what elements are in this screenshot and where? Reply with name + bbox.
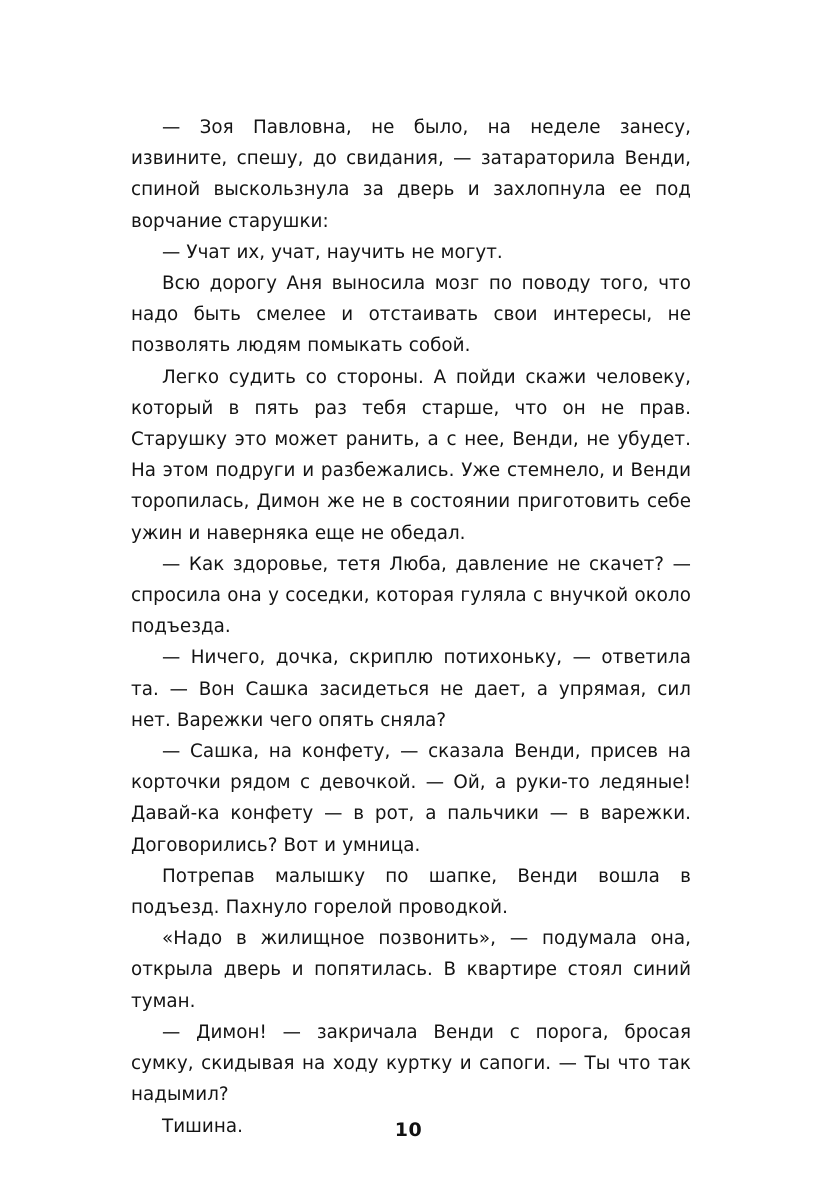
paragraph: — Учат их, учат, научить не могут. — [162, 241, 503, 263]
paragraph: — Как здоровье, тетя Люба, давление не скачет? — спросила она у соседки, которая гуляла с внучкой около подъезда. — [131, 553, 691, 638]
paragraph: Тишина. — [162, 1115, 243, 1137]
paragraph: Потрепав малышку по шапке, Венди вошла в подъезд. Пахнуло горелой проводкой. — [131, 865, 691, 919]
body-text-column — [131, 112, 691, 1142]
page-number: 10 — [394, 1119, 423, 1141]
paragraph: — Ничего, дочка, скриплю потихоньку, — ответила та. — Вон Сашка засидеться не дает, а упрямая, сил нет. Варежки чего опять сняла? — [131, 647, 691, 731]
paragraph: «Надо в жилищное позвонить», — подумала она, открыла дверь и попятилась. В квартире стоял синий туман. — [131, 928, 691, 1012]
paragraph: — Димон! — закричала Венди с порога, бросая сумку, скидывая на ходу куртку и сапоги. — Ты что так надымил? — [131, 1021, 691, 1106]
paragraph: — Зоя Павловна, не было, на неделе занесу, извините, спешу, до свидания, — затараторила Венди, спиной выскользнула за дверь и захлопнула ее под ворчание старушки: — [131, 117, 691, 232]
paragraph: Легко судить со стороны. А пойди скажи человеку, который в пять раз тебя старше, что он не прав. Старушку это может ранить, а с нее, Венди, не убудет. На этом подруги и разбежались. Уже стемнело, и Венди торопилась, Димон же не в состоянии приготовить себе ужин и наверняка еще не обедал. — [131, 366, 691, 544]
paragraph: — Сашка, на конфету, — сказала Венди, присев на корточки рядом с девочкой. — Ой, а руки-то ледяные! Давай-ка конфету — в рот, а пальчики — в варежки. Договорились? Вот и умница. — [131, 741, 691, 856]
paragraph: Всю дорогу Аня выносила мозг по поводу того, что надо быть смелее и отстаивать свои интересы, не позволять людям помыкать собой. — [131, 273, 691, 357]
